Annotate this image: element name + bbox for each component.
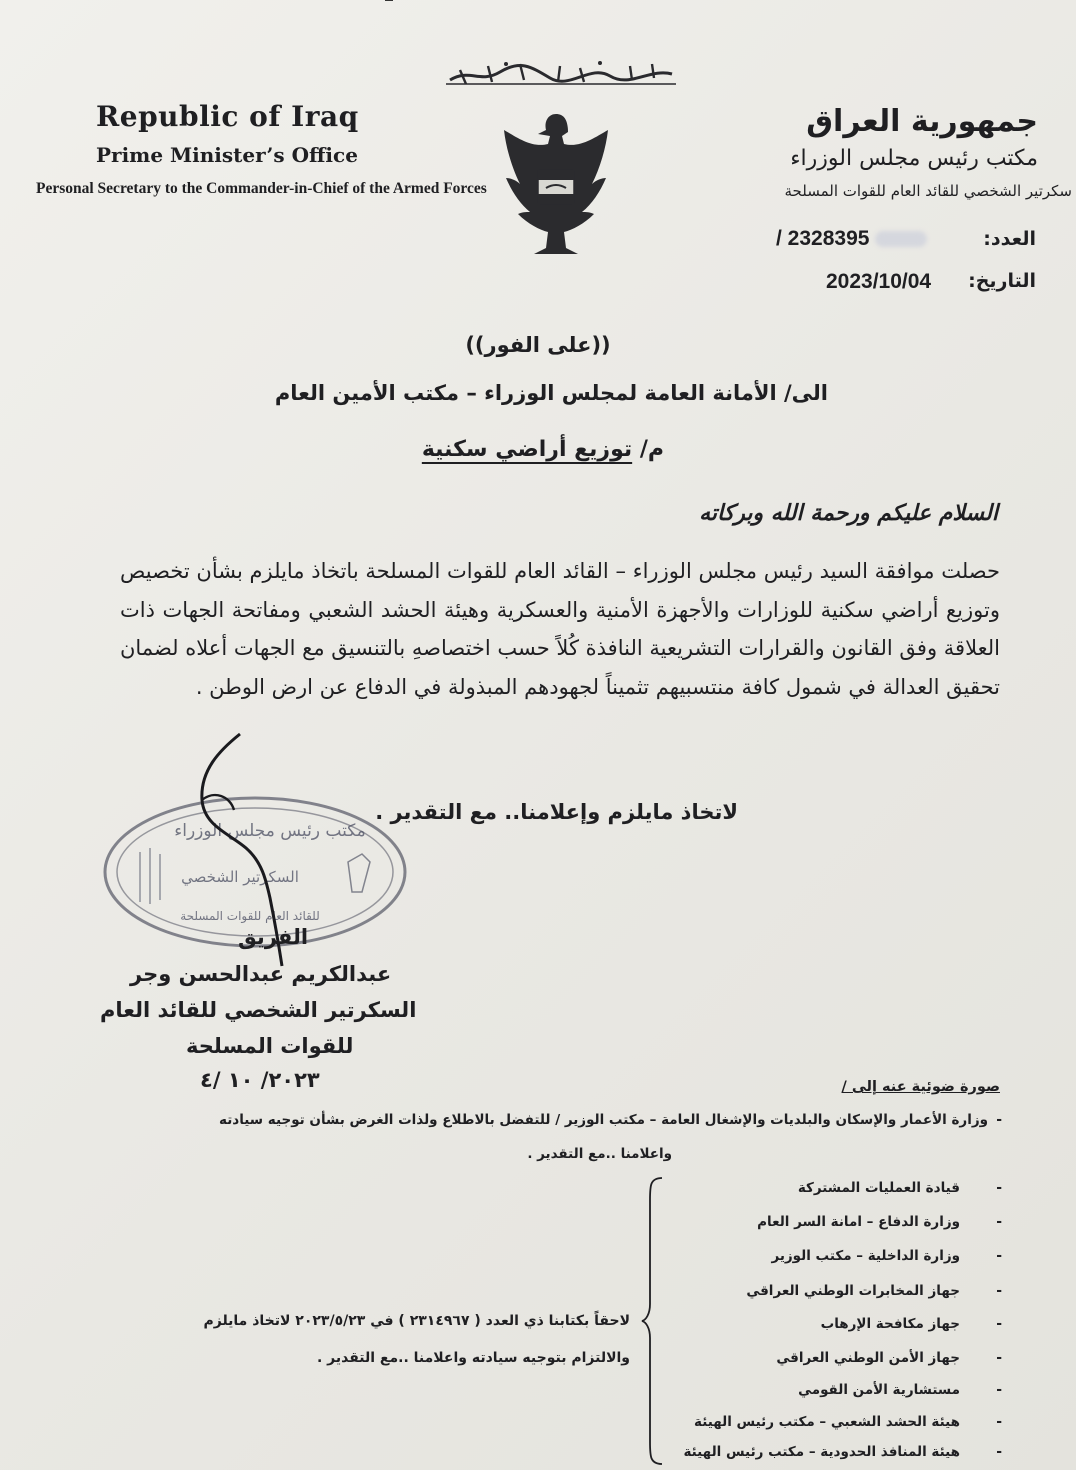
- cropped-header-mark: [235, 0, 435, 6]
- signatory-title-line1: السكرتير الشخصي للقائد العام: [100, 998, 417, 1022]
- list-dash: -: [996, 1214, 1002, 1230]
- arabic-country-title: جمهورية العراق: [806, 104, 1038, 139]
- copy-recipient-item: مستشارية الأمن القومي: [798, 1382, 960, 1398]
- date-value: 2023/10/04: [826, 270, 932, 293]
- arabic-secretary-title: سكرتير الشخصي للقائد العام للقوات المسلحة: [784, 182, 1072, 200]
- copy-recipient-first: وزارة الأعمار والإسكان والبلديات والإشغال العامة – مكتب الوزير / للتفضل بالاطلاع ولذات الغرض بشأن توجيه سيادته: [219, 1112, 988, 1128]
- english-country-title: Republic of Iraq: [96, 100, 359, 133]
- closing-line: لاتخاذ مايلزم وإعلامنا.. مع التقدير .: [375, 800, 738, 824]
- copy-recipient-item: جهاز الأمن الوطني العراقي: [776, 1350, 960, 1366]
- reference-number-label: العدد:: [983, 228, 1036, 250]
- copy-recipient-item: قيادة العمليات المشتركة: [797, 1180, 960, 1196]
- subject-text: توزيع أراضي سكنية: [421, 437, 633, 462]
- list-dash: -: [996, 1112, 1002, 1128]
- copy-recipient-item: هيئة المنافذ الحدودية – مكتب رئيس الهيئة: [683, 1444, 960, 1460]
- copy-recipient-item: وزارة الدفاع – امانة السر العام: [757, 1214, 960, 1230]
- english-secretary-title: Personal Secretary to the Commander-in-Chief of the Armed Forces: [36, 180, 487, 197]
- previous-letter-reference-continued: والالتزام بتوجيه سيادته واعلامنا ..مع التقدير .: [316, 1350, 630, 1366]
- arabic-office-title: مكتب رئيس مجلس الوزراء: [790, 146, 1038, 171]
- signatory-title-line2: للقوات المسلحة: [186, 1034, 354, 1058]
- iraq-eagle-emblem-icon: [498, 108, 614, 258]
- signatory-rank: الفريق: [238, 925, 309, 949]
- list-dash: -: [996, 1248, 1002, 1264]
- stamp-text-bottom: للقائد العام للقوات المسلحة: [180, 909, 320, 923]
- list-dash: -: [996, 1414, 1002, 1430]
- copy-recipient-first-continued: واعلامنا ..مع التقدير .: [527, 1146, 672, 1162]
- list-dash: -: [996, 1180, 1002, 1196]
- recipient-line: الى/ الأمانة العامة لمجلس الوزراء – مكتب الأمين العام: [274, 381, 828, 405]
- subject-prefix: م/: [639, 437, 664, 462]
- redacted-number-mark: [875, 231, 927, 247]
- copies-heading: صورة ضوئية عنه إلى /: [841, 1079, 1000, 1095]
- date-label: التاريخ:: [968, 270, 1036, 292]
- stamp-text-middle: السكرتير الشخصي: [181, 868, 299, 886]
- english-office-title: Prime Minister’s Office: [96, 143, 358, 167]
- copy-recipient-item: هيئة الحشد الشعبي – مكتب رئيس الهيئة: [694, 1414, 960, 1430]
- list-dash: -: [996, 1444, 1002, 1460]
- letter-body: حصلت موافقة السيد رئيس مجلس الوزراء – القائد العام للقوات المسلحة باتخاذ مايلزم بشأن تخصيص وتوزيع أراضي سكنية للوزارات والأجهزة الأمنية والعسكرية وهيئة الحشد الشعبي ومفاتحة الجهات ذات العلاقة وفق القانون والقرارات التشريعية النافذة كُلاً حسب اختصاصهِ بالتنسيق مع الجهات أعلاه لضمان تحقيق العدالة في شمول كافة منتسبيهم تثميناً لجهودهم المبذولة في الدفاع عن ارض الوطن .: [120, 559, 1000, 699]
- greeting: السلام عليكم ورحمة الله وبركاته: [699, 500, 998, 526]
- grouping-brace: [640, 1176, 664, 1466]
- list-dash: -: [996, 1283, 1002, 1299]
- copy-recipient-item: جهاز المخابرات الوطني العراقي: [746, 1283, 960, 1299]
- basmala-calligraphy: [440, 58, 680, 90]
- copy-recipient-item: جهاز مكافحة الإرهاب: [820, 1316, 960, 1332]
- reference-number-text: / 2328395: [776, 227, 870, 250]
- list-dash: -: [996, 1382, 1002, 1398]
- reference-number-value: [776, 227, 927, 251]
- previous-letter-reference: لاحقاً بكتابنا ذي العدد ( ٢٣١٤٩٦٧ ) في ٢٠٢٣/٥/٢٣ لاتخاذ مايلزم: [203, 1313, 630, 1329]
- signatory-name: عبدالكريم عبدالحسن وجر: [130, 962, 392, 986]
- signature-date: ٢٠٢٣/ ١٠ /٤: [200, 1068, 320, 1092]
- list-dash: -: [996, 1316, 1002, 1332]
- subject-line: [422, 437, 664, 462]
- stamp-text-top: مكتب رئيس مجلس الوزراء: [174, 821, 366, 841]
- list-dash: -: [996, 1350, 1002, 1366]
- copy-recipient-item: وزارة الداخلية – مكتب الوزير: [771, 1248, 960, 1264]
- urgency-marker: ((على الفور)): [465, 333, 611, 357]
